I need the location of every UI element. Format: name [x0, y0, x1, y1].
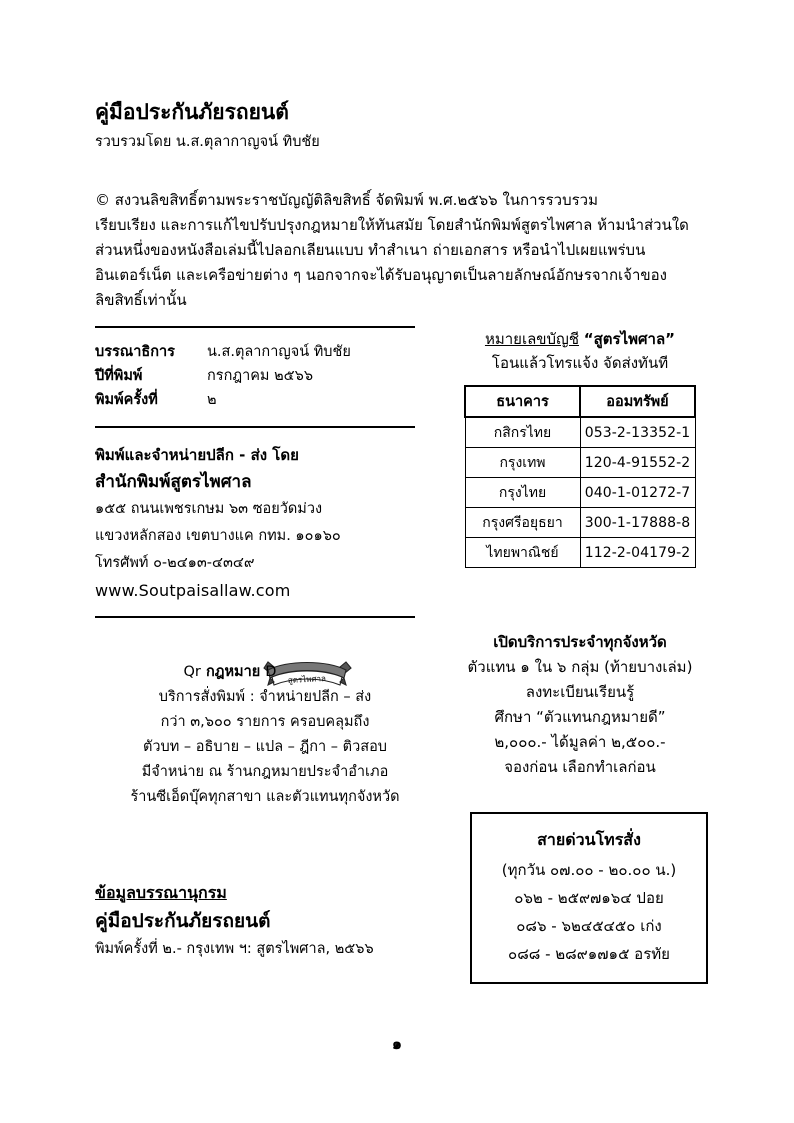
divider-middle	[95, 426, 415, 428]
publisher-block	[95, 442, 415, 604]
service-line: ลงทะเบียนเรียนรู้	[525, 683, 635, 701]
divider-bottom	[95, 616, 415, 618]
account-number: 040-1-01272-7	[580, 478, 695, 508]
imprint-row	[95, 388, 415, 412]
promo-block	[95, 660, 435, 810]
table-header-row	[465, 386, 695, 417]
imprint-label: พิมพ์ครั้งที่	[95, 392, 158, 408]
imprint-row	[95, 340, 415, 364]
qr-label-thai: กฎหมาย	[205, 664, 261, 680]
promo-line: บริการสั่งพิมพ์ : จำหน่ายปลีก – ส่ง	[158, 689, 372, 705]
imprint-label: บรรณาธิการ	[95, 344, 175, 360]
publisher-address-line-2: แขวงหลักสอง เขตบางแค กทม. ๑๐๑๖๐	[95, 528, 341, 544]
account-number: 053-2-13352-1	[580, 417, 695, 448]
service-line: จองก่อน เลือกทำเลก่อน	[504, 758, 656, 776]
promo-line: ร้านซีเอ็ดบุ๊คทุกสาขา และตัวแทนทุกจังหวัด	[130, 789, 400, 805]
column-header-savings: ออมทรัพย์	[580, 386, 695, 417]
spacer	[95, 604, 415, 616]
imprint-value: น.ส.ตุลากาญจน์ ทิบชัย	[207, 344, 351, 360]
qr-suffix: D	[265, 664, 277, 680]
bank-name: กรุงเทพ	[465, 448, 580, 478]
hotline-heading: สายด่วนโทรสั่ง	[537, 830, 641, 849]
ribbon-logo-text: สูตรไพศาล	[287, 674, 327, 685]
divider-top	[95, 326, 415, 328]
service-info-block	[440, 630, 720, 780]
table-row	[465, 448, 695, 478]
publisher-phone: โทรศัพท์ ๐-๒๔๑๓-๔๓๔๙	[95, 555, 255, 571]
table-row	[465, 417, 695, 448]
promo-line: ตัวบท – อธิบาย – แปล – ฎีกา – ติวสอบ	[142, 739, 387, 755]
promo-line: มีจำหน่าย ณ ร้านกฎหมายประจำอำเภอ	[141, 764, 389, 780]
copyright-line: ส่วนหนึ่งของหนังสือเล่มนี้ไปลอกเลียนแบบ ทำสำเนา ถ่ายเอกสาร หรือนำไปเผยแพร่บน	[95, 241, 646, 259]
bibliographic-heading: ข้อมูลบรรณานุกรม	[95, 883, 227, 902]
page-title: คู่มือประกันภัยรถยนต์	[95, 100, 289, 124]
hotline-box	[470, 812, 708, 984]
publisher-address-line-1: ๑๕๕ ถนนเพชรเกษม ๖๓ ซอยวัดม่วง	[95, 501, 323, 517]
page-number: ๑	[391, 1034, 403, 1053]
publisher-name: สำนักพิมพ์สูตรไพศาล	[95, 472, 252, 492]
copyright-line: เรียบเรียง และการแก้ไขปรับปรุงกฎหมายให้ทันสมัย โดยสำนักพิมพ์สูตรไพศาล ห้ามนำส่วนใด	[95, 216, 689, 234]
hotline-contact[interactable]: ๐๖๒ - ๒๕๙๗๑๖๔ ปอย	[514, 889, 664, 907]
account-heading-name: “สูตรไพศาล”	[583, 330, 676, 348]
author-byline: รวบรวมโดย น.ส.ตุลากาญจน์ ทิบชัย	[95, 134, 320, 150]
bibliographic-title: คู่มือประกันภัยรถยนต์	[95, 910, 271, 932]
account-heading-label: หมายเลขบัญชี	[484, 330, 579, 348]
imprint-label: ปีที่พิมพ์	[95, 368, 143, 384]
imprint-block	[95, 340, 415, 412]
right-column	[455, 328, 705, 568]
qr-service-line	[95, 660, 435, 685]
table-row	[465, 538, 695, 568]
account-number: 112-2-04179-2	[580, 538, 695, 568]
bank-name: กรุงไทย	[465, 478, 580, 508]
column-header-bank: ธนาคาร	[465, 386, 580, 417]
publisher-distribution-line: พิมพ์และจำหน่ายปลีก - ส่ง โดย	[95, 446, 299, 464]
bank-account-table	[464, 385, 696, 568]
imprint-row	[95, 364, 415, 388]
qr-prefix: Qr	[183, 664, 201, 680]
copyright-line: © สงวนลิขสิทธิ์ตามพระราชบัญญัติลิขสิทธิ์ จัดพิมพ์ พ.ศ.๒๕๖๖ ในการรวบรวม	[95, 191, 598, 209]
account-number: 300-1-17888-8	[580, 508, 695, 538]
copyright-notice	[95, 188, 703, 313]
hotline-contact[interactable]: ๐๘๘ - ๒๘๙๑๗๑๕ อรทัย	[508, 945, 670, 963]
bibliographic-block	[95, 880, 455, 962]
qr-service-label	[184, 664, 277, 680]
table-row	[465, 478, 695, 508]
account-number: 120-4-91552-2	[580, 448, 695, 478]
hotline-contact[interactable]: ๐๘๖ - ๖๒๔๕๔๕๐ เก่ง	[516, 917, 662, 935]
copyright-line: อินเตอร์เน็ต และเครือข่ายต่าง ๆ นอกจากจะได้รับอนุญาตเป็นลายลักษณ์อักษรจากเจ้าของ	[95, 266, 667, 284]
account-subheading: โอนแล้วโทรแจ้ง จัดส่งทันที	[491, 354, 669, 372]
bank-name: ไทยพาณิชย์	[465, 538, 580, 568]
account-heading	[455, 328, 705, 351]
bibliographic-edition: พิมพ์ครั้งที่ ๒.- กรุงเทพ ฯ: สูตรไพศาล, ๒๕๖๖	[95, 941, 374, 957]
spacer	[95, 412, 415, 426]
bank-name: กสิกรไทย	[465, 417, 580, 448]
bank-name: กรุงศรีอยุธยา	[465, 508, 580, 538]
imprint-value: ๒	[207, 392, 217, 408]
hotline-hours: (ทุกวัน ๐๗.๐๐ - ๒๐.๐๐ น.)	[501, 861, 677, 879]
left-column	[95, 326, 415, 618]
service-line: ๒,๐๐๐.- ได้มูลค่า ๒,๕๐๐.-	[494, 733, 666, 751]
service-line: ตัวแทน ๑ ใน ๖ กลุ่ม (ท้ายบางเล่ม)	[467, 658, 693, 676]
copyright-line: ลิขสิทธิ์เท่านั้น	[95, 291, 187, 309]
publisher-website[interactable]: www.Soutpaisallaw.com	[95, 581, 291, 600]
table-row	[465, 508, 695, 538]
imprint-value: กรกฎาคม ๒๕๖๖	[207, 368, 314, 384]
service-heading: เปิดบริการประจำทุกจังหวัด	[493, 633, 667, 651]
service-line: ศึกษา “ตัวแทนกฎหมายดี”	[494, 708, 666, 726]
promo-line: กว่า ๓,๖๐๐ รายการ ครอบคลุมถึง	[160, 714, 370, 730]
